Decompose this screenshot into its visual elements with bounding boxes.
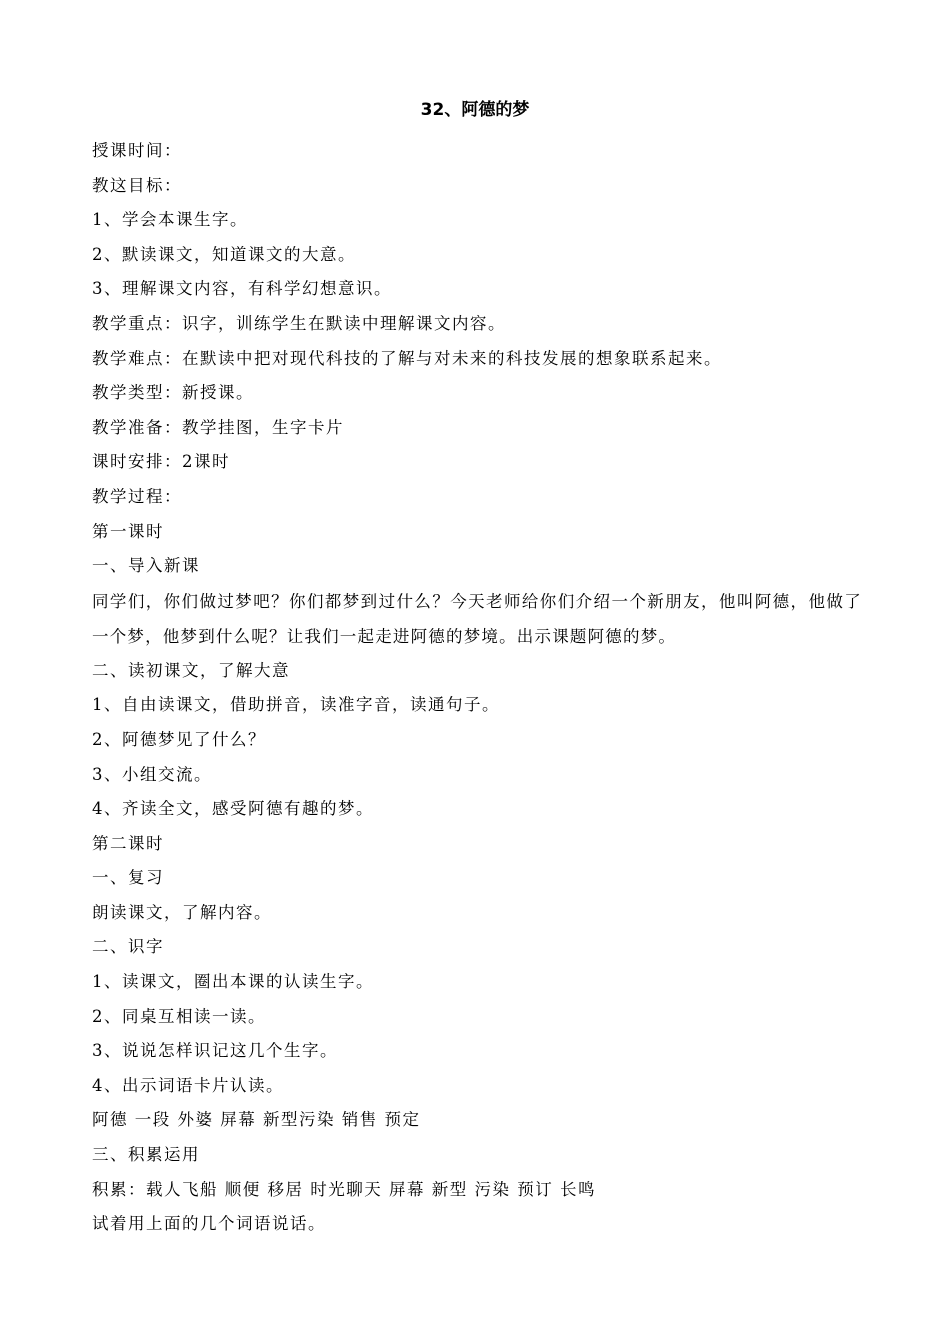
text-line: 教学难点：在默读中把对现代科技的了解与对未来的科技发展的想象联系起来。 <box>92 348 722 368</box>
text-line: 第二课时 <box>92 833 164 853</box>
text-line: 二、读初课文，了解大意 <box>92 660 290 680</box>
text-line: 阿德 一段 外婆 屏幕 新型污染 销售 预定 <box>92 1110 421 1130</box>
text-line: 2、同桌互相读一读。 <box>92 1006 266 1026</box>
text-line: 3、小组交流。 <box>92 764 212 784</box>
text-line: 一、复习 <box>92 868 164 888</box>
text-line: 教学重点：识字，训练学生在默读中理解课文内容。 <box>92 313 506 333</box>
text-line: 第一课时 <box>92 521 164 541</box>
text-line: 一、导入新课 <box>92 556 200 576</box>
text-line: 教这目标： <box>92 175 182 195</box>
text-line: 1、自由读课文，借助拼音，读准字音，读通句子。 <box>92 695 500 715</box>
text-line: 教学类型：新授课。 <box>92 383 254 403</box>
document-title: 32、阿德的梦 <box>420 100 530 120</box>
text-line: 教学过程： <box>92 486 182 506</box>
text-line: 3、理解课文内容，有科学幻想意识。 <box>92 279 392 299</box>
text-line: 授课时间： <box>92 141 182 160</box>
text-line: 2、阿德梦见了什么？ <box>92 729 266 749</box>
text-line: 1、学会本课生字。 <box>92 210 248 230</box>
text-line: 三、积累运用 <box>92 1145 200 1165</box>
text-line: 二、识字 <box>92 937 164 957</box>
text-line: 4、出示词语卡片认读。 <box>92 1075 284 1095</box>
text-line: 积累：载人飞船 顺便 移居 时光聊天 屏幕 新型 污染 预订 长鸣 <box>92 1179 596 1199</box>
text-line: 课时安排：2课时 <box>92 452 230 472</box>
text-line: 3、说说怎样识记这几个生字。 <box>92 1041 338 1061</box>
intro-paragraph: 同学们，你们做过梦吧？你们都梦到过什么？今天老师给你们介绍一个新朋友，他叫阿德，他做了一个梦，他梦到什么呢？让我们一起走进阿德的梦境。出示课题阿德的梦。 <box>92 591 862 646</box>
text-line: 2、默读课文，知道课文的大意。 <box>92 244 356 264</box>
text-line: 教学准备：教学挂图，生字卡片 <box>92 417 344 437</box>
text-line: 朗读课文，了解内容。 <box>92 902 272 922</box>
document-body <box>92 134 867 1242</box>
text-line: 试着用上面的几个词语说话。 <box>92 1214 326 1234</box>
text-line: 4、齐读全文，感受阿德有趣的梦。 <box>92 799 374 819</box>
text-line: 1、读课文，圈出本课的认读生字。 <box>92 972 374 992</box>
